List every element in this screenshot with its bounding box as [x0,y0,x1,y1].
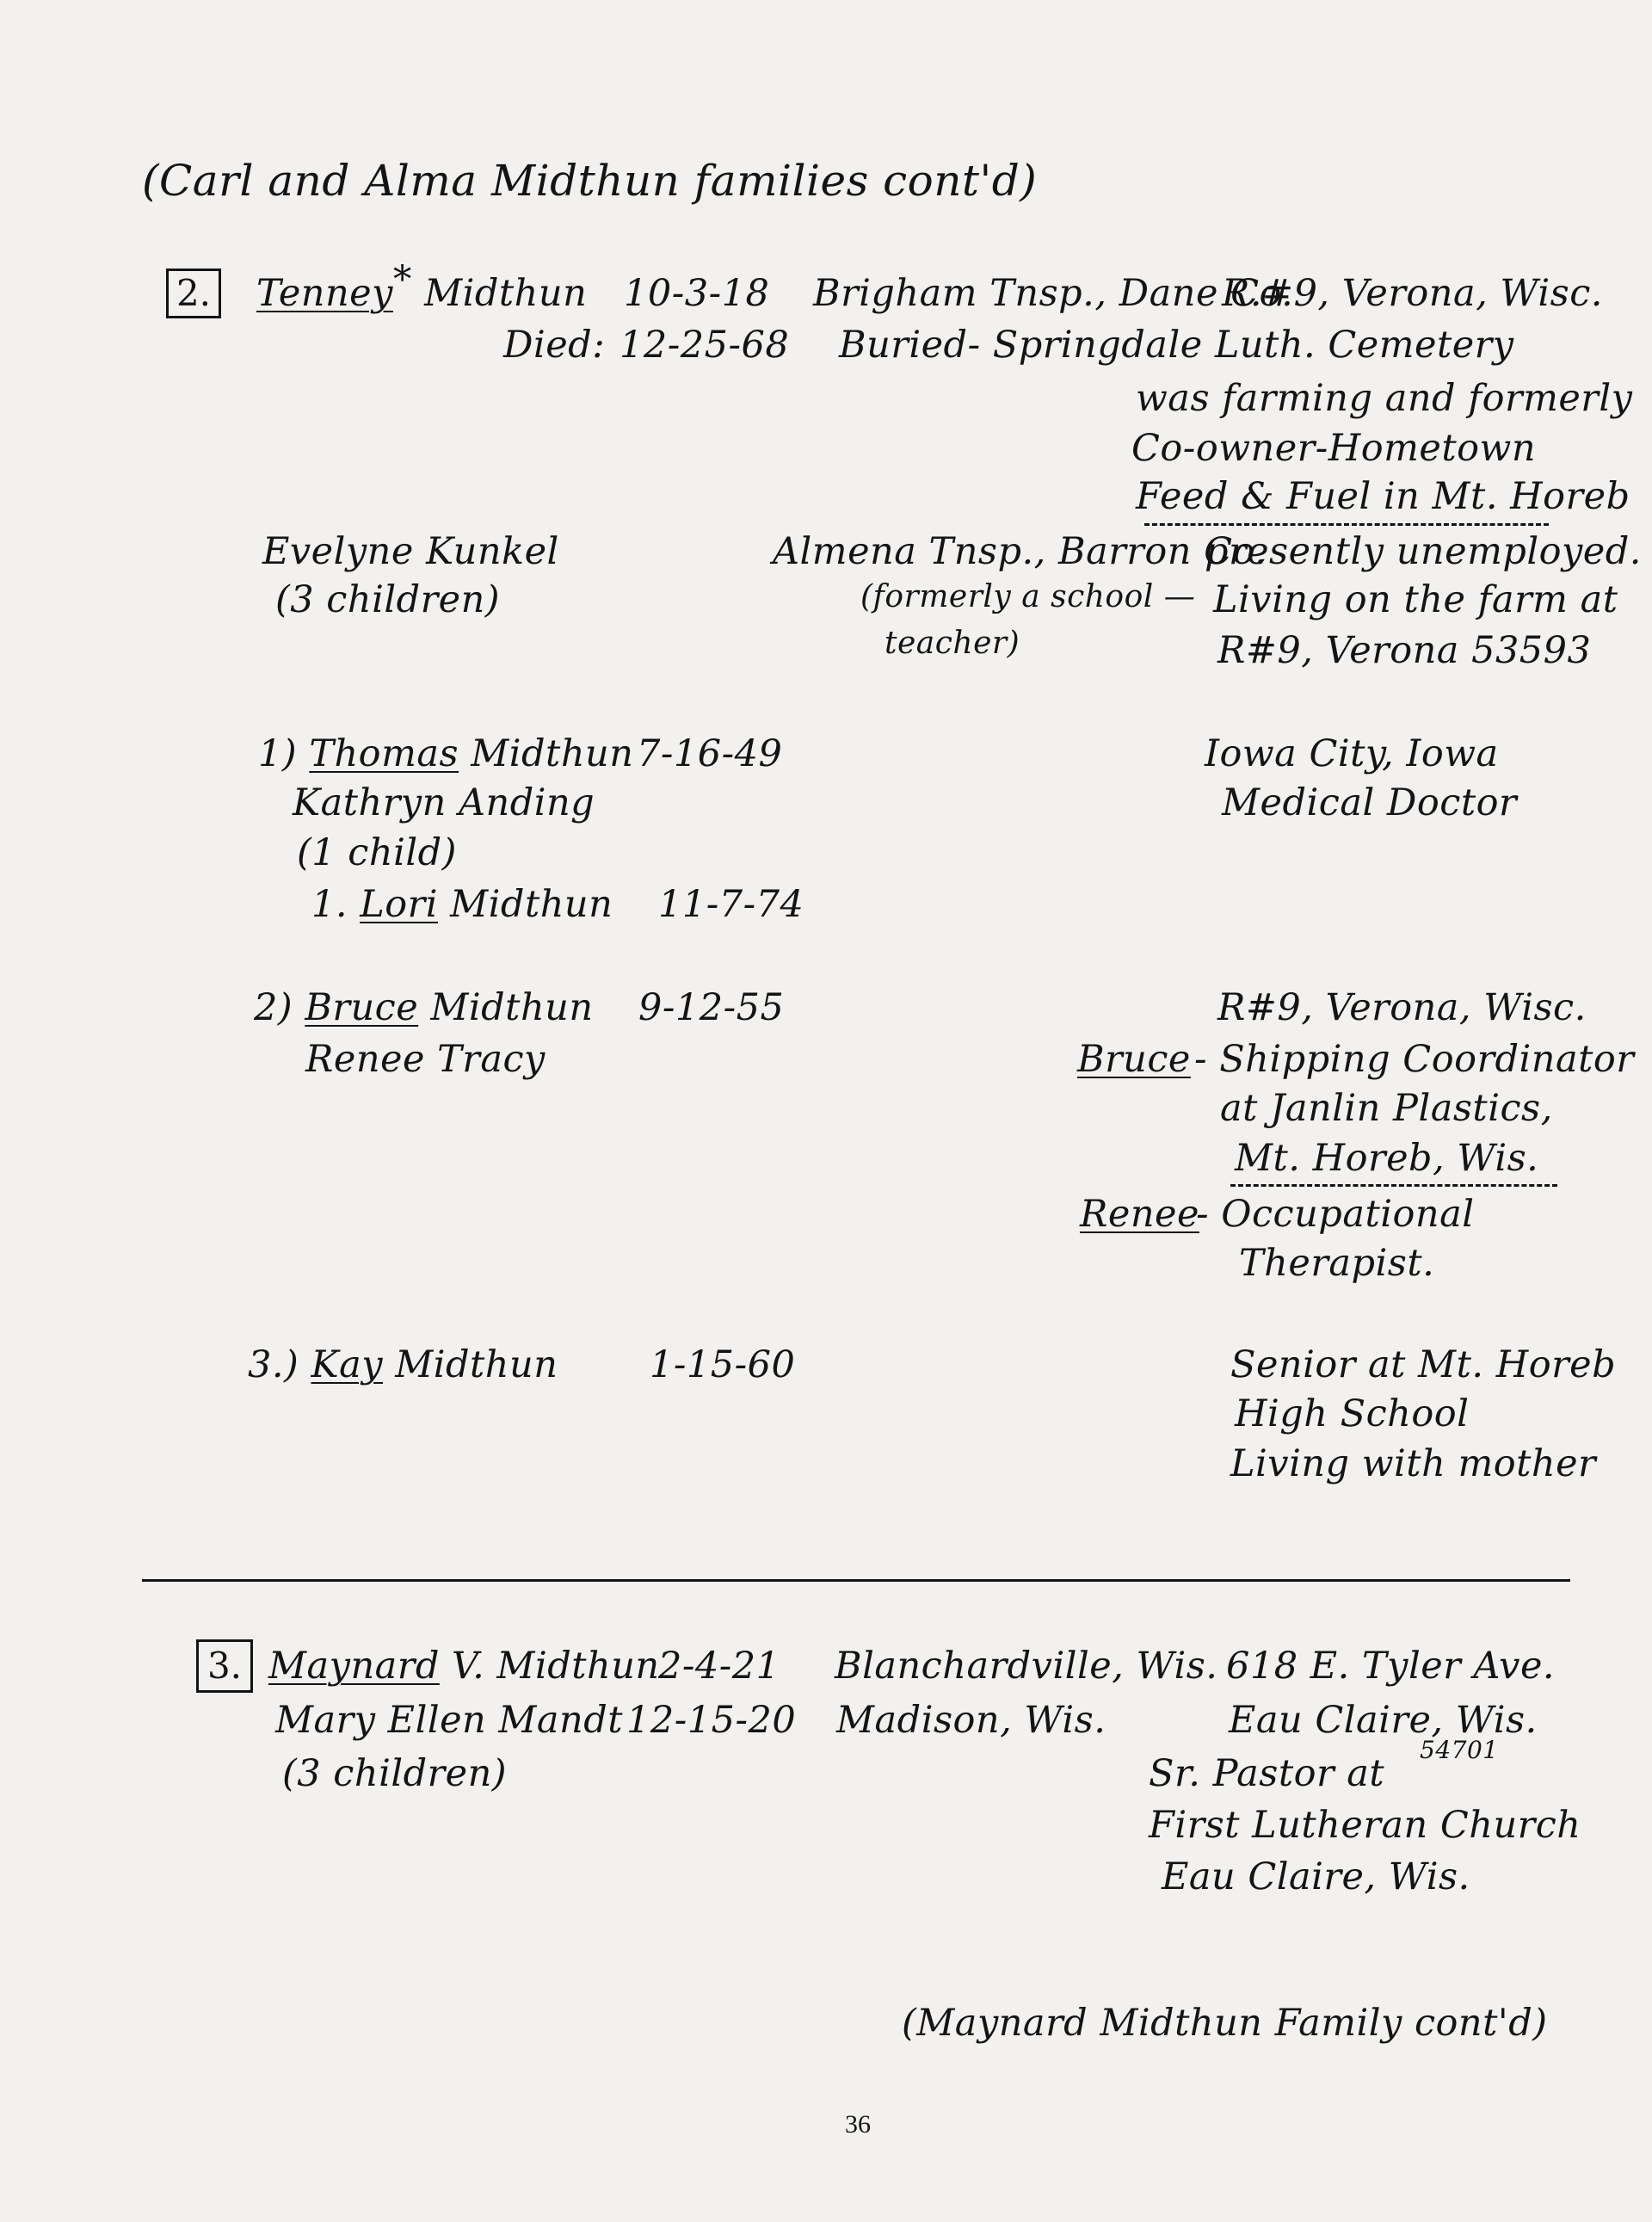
birth-date: 10-3-18 [624,272,770,315]
child-name [248,1343,558,1386]
child-info: Senior at Mt. Horeb [1230,1343,1617,1386]
continued-note: (Maynard Midthun Family cont'd) [902,2002,1548,2045]
given-name: Bruce [305,986,419,1029]
occupation-line: Therapist. [1239,1242,1435,1285]
occupation-line: at Janlin Plastics, [1220,1087,1553,1130]
given-name: Tenney [256,272,393,315]
address: 618 E. Tyler Ave. [1226,1645,1556,1688]
child-info: Living with mother [1230,1442,1597,1485]
spouse-children: (3 children) [282,1752,508,1795]
occupation-line: Mt. Horeb, Wis. [1235,1137,1539,1180]
birth-date: 2-4-21 [658,1645,780,1688]
occupation-line: - Shipping Coordinator [1194,1038,1635,1081]
occupation-line: First Lutheran Church [1149,1804,1581,1847]
grandchild-number: 1. [311,883,348,926]
spouse-children: (3 children) [275,578,501,621]
section-divider [142,1579,1570,1582]
given-name: Kay [311,1343,384,1386]
child-name [254,986,594,1029]
spouse-status: R#9, Verona 53593 [1217,629,1592,672]
spouse-note: (formerly a school — [860,579,1196,614]
burial-info: Buried- Springdale Luth. Cemetery [839,324,1514,367]
given-name: Lori [360,883,438,926]
address: Eau Claire, Wis. [1229,1699,1538,1742]
person-name [256,258,588,315]
person-name [268,1645,660,1688]
page-title: (Carl and Alma Midthun families cont'd) [142,156,1038,206]
child-birth: 7-16-49 [637,732,783,775]
spouse-name: Evelyne Kunkel [262,530,559,573]
surname: Midthun [471,732,634,775]
surname: Midthun [395,1343,558,1386]
occupation-line: Co-owner-Hometown [1131,427,1537,470]
child-info: Iowa City, Iowa [1205,732,1499,775]
death-date: 12-25-68 [620,324,790,367]
zip-code: 54701 [1420,1736,1499,1764]
grandchild-name [311,883,613,926]
dashed-separator [1230,1184,1557,1187]
spouse-status: Living on the farm at [1213,578,1618,621]
spouse-birthplace: Almena Tnsp., Barron Co. [773,530,1267,573]
section-number-box: 3. [196,1639,253,1693]
section-number-box: 2. [166,268,221,318]
child-info: Medical Doctor [1222,781,1518,824]
star-marker: * [392,258,412,301]
occupation-line: was farming and formerly [1136,377,1633,420]
given-name: Thomas [309,732,459,775]
spouse-status: presently unemployed. [1205,530,1642,573]
birthplace: Blanchardville, Wis. [835,1645,1218,1688]
occupation-label: Renee [1080,1193,1199,1236]
page-number: 36 [845,2110,871,2139]
dashed-separator [1144,523,1549,526]
spouse-birth: 12-15-20 [626,1699,797,1742]
child-number: 2) [254,986,293,1029]
birthplace: Brigham Tnsp., Dane Co. [813,272,1294,315]
spouse-birthplace: Madison, Wis. [836,1699,1106,1742]
spouse-note: teacher) [885,626,1020,661]
child-spouse: Renee Tracy [305,1038,546,1081]
occupation-line: Eau Claire, Wis. [1162,1855,1470,1898]
child-birth: 1-15-60 [650,1343,796,1386]
surname: V. Midthun [452,1645,660,1688]
child-spouse-children: (1 child) [297,831,457,874]
child-address: R#9, Verona, Wisc. [1217,986,1587,1029]
child-name [258,732,634,775]
child-info: High School [1235,1392,1470,1435]
address: R.#9, Verona, Wisc. [1222,272,1603,315]
child-number: 3.) [248,1343,299,1386]
child-birth: 9-12-55 [638,986,785,1029]
surname: Midthun [450,883,613,926]
child-spouse: Kathryn Anding [293,781,595,824]
occupation-line: Feed & Fuel in Mt. Horeb [1136,475,1630,518]
occupation-line: - Occupational [1196,1193,1475,1236]
given-name: Maynard [268,1645,440,1688]
death-label: Died: [503,324,606,367]
spouse-name: Mary Ellen Mandt [275,1699,624,1742]
occupation-line: Sr. Pastor at [1149,1752,1385,1795]
surname: Midthun [430,986,594,1029]
grandchild-birth: 11-7-74 [658,883,804,926]
child-number: 1) [258,732,298,775]
occupation-label: Bruce [1077,1038,1191,1081]
surname: Midthun [424,272,588,315]
